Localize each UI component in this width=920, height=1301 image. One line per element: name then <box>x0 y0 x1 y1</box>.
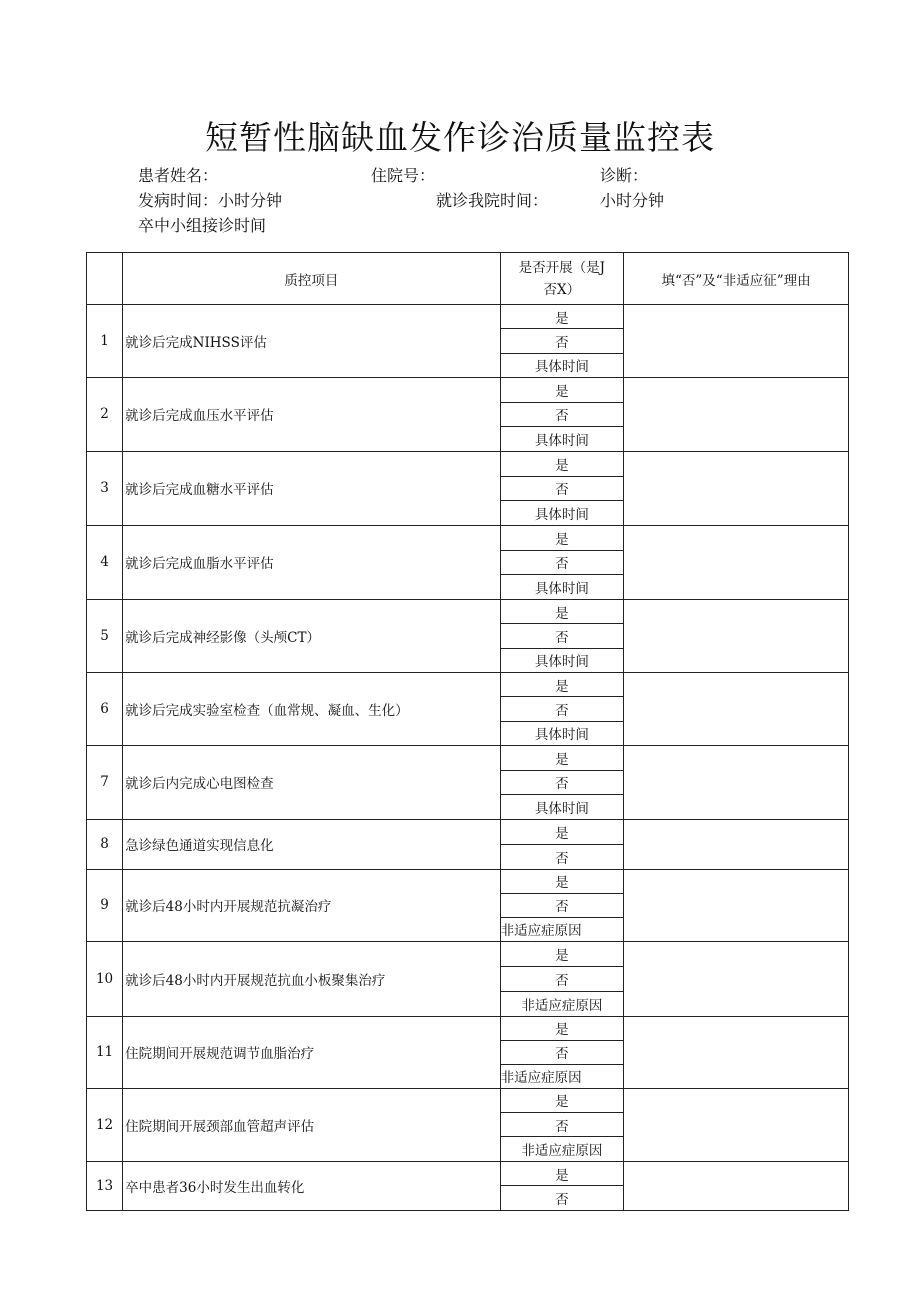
visit-time-label: 就诊我院时间： <box>436 191 549 210</box>
row-item: 急诊绿色通道实现信息化 <box>123 819 500 869</box>
reason-cell[interactable] <box>624 377 849 451</box>
table-row <box>87 819 849 844</box>
diagnosis-label: 诊断： <box>600 166 649 185</box>
option-cell[interactable]: 否 <box>500 893 623 917</box>
onset-time-label: 发病时间：小时分钟 <box>138 191 283 210</box>
row-item: 就诊后完成实验室检查（血常规、凝血、生化） <box>123 672 500 745</box>
row-item: 住院期间开展规范调节血脂治疗 <box>123 1016 500 1088</box>
table-row <box>87 1161 849 1186</box>
option-cell[interactable]: 是 <box>500 745 623 770</box>
option-cell[interactable]: 否 <box>500 1186 623 1211</box>
table-row <box>87 1016 849 1040</box>
row-number: 10 <box>87 941 123 1016</box>
option-cell[interactable]: 否 <box>500 844 623 869</box>
option-cell[interactable]: 是 <box>500 599 623 623</box>
stroke-team-label: 卒中小组接诊时间 <box>138 216 267 235</box>
row-number: 2 <box>87 377 123 451</box>
reason-cell[interactable] <box>624 525 849 599</box>
row-item: 就诊后完成血压水平评估 <box>123 377 500 451</box>
reason-cell[interactable] <box>624 869 849 941</box>
header-item-cell: 质控项目 <box>123 253 500 305</box>
option-cell[interactable]: 是 <box>500 672 623 696</box>
row-item: 就诊后48小时内开展规范抗血小板聚集治疗 <box>123 941 500 1016</box>
table-row <box>87 941 849 966</box>
row-item: 就诊后48小时内开展规范抗凝治疗 <box>123 869 500 941</box>
option-cell[interactable]: 是 <box>500 1016 623 1040</box>
form-title: 短暂性脑缺血发作诊治质量监控表 <box>205 118 715 157</box>
header-num-cell <box>87 253 123 305</box>
option-cell[interactable]: 非适应症原因 <box>500 1064 623 1088</box>
option-cell[interactable]: 是 <box>500 525 623 550</box>
reason-cell[interactable] <box>624 819 849 869</box>
option-cell[interactable]: 否 <box>500 476 623 501</box>
row-item: 就诊后完成神经影像（头颅CT） <box>123 599 500 672</box>
header-done-line2: 否X） <box>543 281 581 298</box>
table-row <box>87 599 849 623</box>
option-cell[interactable]: 否 <box>500 697 623 721</box>
reason-cell[interactable] <box>624 672 849 745</box>
option-cell[interactable]: 是 <box>500 819 623 844</box>
admission-no-label: 住院号： <box>371 166 436 185</box>
option-cell[interactable]: 是 <box>500 1088 623 1112</box>
row-item: 就诊后完成血糖水平评估 <box>123 451 500 525</box>
table-row <box>87 1088 849 1112</box>
reason-cell[interactable] <box>624 451 849 525</box>
option-cell[interactable]: 是 <box>500 1161 623 1186</box>
header-done-cell <box>500 253 623 305</box>
option-cell[interactable]: 否 <box>500 966 623 991</box>
table-header-row <box>87 253 849 305</box>
header-done-line1: 是否开展（是J <box>518 259 606 276</box>
header-reason-cell: 填“否”及“非适应征”理由 <box>624 253 849 305</box>
option-cell[interactable]: 具体时间 <box>500 721 623 745</box>
reason-cell[interactable] <box>624 1161 849 1210</box>
option-cell[interactable]: 否 <box>500 770 623 795</box>
row-item: 就诊后完成NIHSS评估 <box>123 305 500 378</box>
table-row <box>87 869 849 893</box>
option-cell[interactable]: 具体时间 <box>500 795 623 820</box>
row-item: 卒中患者36小时发生出血转化 <box>123 1161 500 1210</box>
option-cell[interactable]: 是 <box>500 377 623 402</box>
option-cell[interactable]: 具体时间 <box>500 501 623 526</box>
row-number: 12 <box>87 1088 123 1161</box>
option-cell[interactable]: 是 <box>500 941 623 966</box>
row-number: 6 <box>87 672 123 745</box>
option-cell[interactable]: 非适应症原因 <box>500 1137 623 1161</box>
row-number: 13 <box>87 1161 123 1210</box>
row-number: 9 <box>87 869 123 941</box>
table-row <box>87 305 849 329</box>
option-cell[interactable]: 具体时间 <box>500 427 623 452</box>
row-number: 5 <box>87 599 123 672</box>
option-cell[interactable]: 非适应症原因 <box>500 917 623 941</box>
option-cell[interactable]: 具体时间 <box>500 353 623 377</box>
row-number: 11 <box>87 1016 123 1088</box>
row-number: 3 <box>87 451 123 525</box>
reason-cell[interactable] <box>624 941 849 1016</box>
reason-cell[interactable] <box>624 1016 849 1088</box>
row-number: 8 <box>87 819 123 869</box>
option-cell[interactable]: 具体时间 <box>500 575 623 600</box>
row-item: 就诊后内完成心电图检查 <box>123 745 500 819</box>
reason-cell[interactable] <box>624 745 849 819</box>
reason-cell[interactable] <box>624 305 849 378</box>
table-row <box>87 377 849 402</box>
row-number: 1 <box>87 305 123 378</box>
row-item: 住院期间开展颈部血管超声评估 <box>123 1088 500 1161</box>
option-cell[interactable]: 否 <box>500 624 623 648</box>
option-cell[interactable]: 否 <box>500 329 623 353</box>
table-row <box>87 672 849 696</box>
table-row <box>87 745 849 770</box>
option-cell[interactable]: 否 <box>500 550 623 575</box>
option-cell[interactable]: 是 <box>500 451 623 476</box>
option-cell[interactable]: 是 <box>500 305 623 329</box>
row-number: 4 <box>87 525 123 599</box>
option-cell[interactable]: 是 <box>500 869 623 893</box>
reason-cell[interactable] <box>624 1088 849 1161</box>
option-cell[interactable]: 否 <box>500 402 623 427</box>
option-cell[interactable]: 否 <box>500 1113 623 1137</box>
row-item: 就诊后完成血脂水平评估 <box>123 525 500 599</box>
option-cell[interactable]: 否 <box>500 1040 623 1064</box>
row-number: 7 <box>87 745 123 819</box>
option-cell[interactable]: 具体时间 <box>500 648 623 672</box>
table-row <box>87 451 849 476</box>
reason-cell[interactable] <box>624 599 849 672</box>
visit-time-unit: 小时分钟 <box>600 191 665 210</box>
option-cell[interactable]: 非适应症原因 <box>500 991 623 1016</box>
table-row <box>87 525 849 550</box>
patient-name-label: 患者姓名： <box>138 166 219 185</box>
quality-control-table <box>86 252 849 1211</box>
